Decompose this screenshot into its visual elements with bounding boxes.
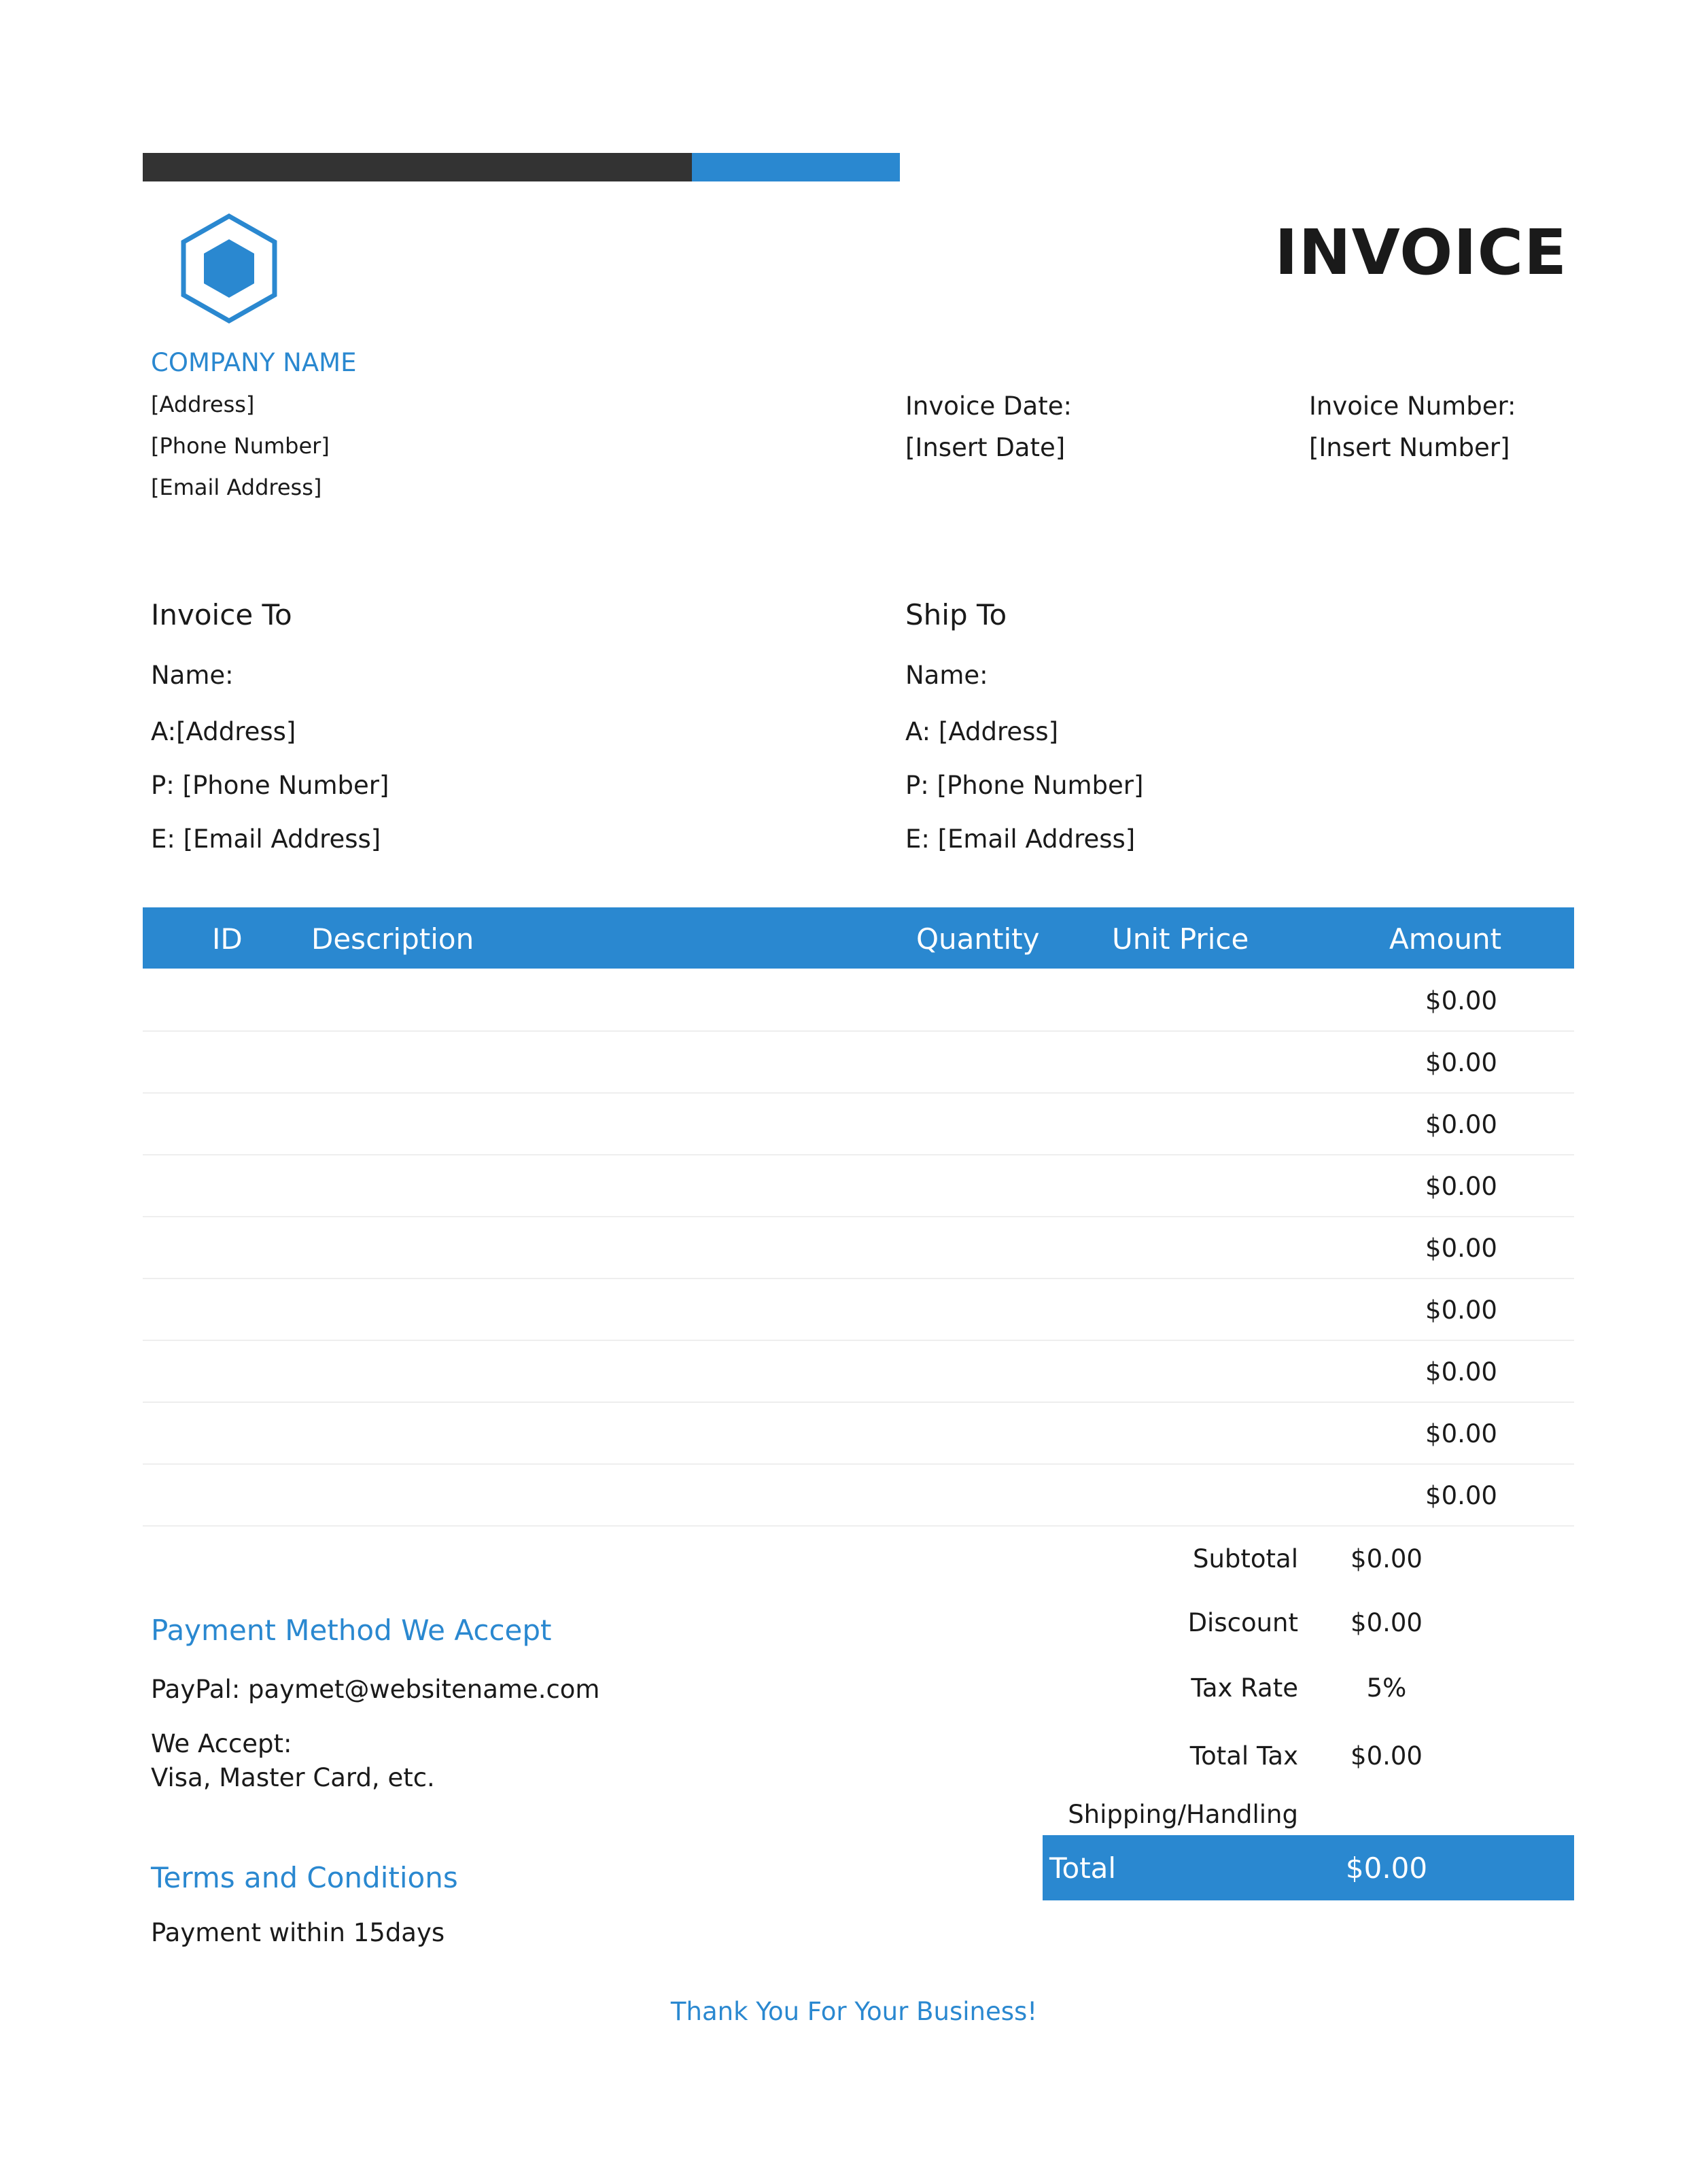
- header-bar-dark: [143, 153, 692, 181]
- table-row: [143, 1402, 1574, 1465]
- invoice-date-value: [Insert Date]: [905, 433, 1066, 462]
- company-phone: [Phone Number]: [151, 433, 330, 459]
- hexagon-cube-icon: [173, 212, 285, 325]
- header-bar-accent: [692, 153, 900, 181]
- payment-paypal: PayPal: paymet@websitename.com: [151, 1675, 600, 1704]
- payment-heading: Payment Method We Accept: [151, 1614, 552, 1647]
- subtotal-label: Subtotal: [1192, 1544, 1298, 1573]
- table-row: [143, 1463, 1574, 1527]
- row-amount: $0.00: [1425, 986, 1497, 1015]
- ship-to-email: E: [Email Address]: [905, 824, 1136, 854]
- payment-accept-label: We Accept:: [151, 1729, 292, 1758]
- company-address: [Address]: [151, 392, 255, 417]
- table-row: [143, 1216, 1574, 1279]
- shipping-label: Shipping/Handling: [1068, 1800, 1298, 1829]
- column-quantity: Quantity: [916, 922, 1040, 956]
- total-tax-label: Total Tax: [1189, 1741, 1298, 1771]
- ship-to-address: A: [Address]: [905, 717, 1059, 746]
- row-amount: $0.00: [1425, 1110, 1497, 1139]
- items-table-header: [143, 907, 1574, 969]
- row-amount: $0.00: [1425, 1295, 1497, 1325]
- total-tax-value: $0.00: [1350, 1741, 1423, 1771]
- row-amount: $0.00: [1425, 1419, 1497, 1448]
- tax-rate-value: 5%: [1366, 1673, 1407, 1703]
- invoice-to-email: E: [Email Address]: [151, 824, 381, 854]
- column-description: Description: [311, 922, 474, 956]
- column-unit-price: Unit Price: [1112, 922, 1249, 956]
- terms-text: Payment within 15days: [151, 1918, 445, 1947]
- table-row: [143, 969, 1574, 1032]
- payment-accept-value: Visa, Master Card, etc.: [151, 1763, 435, 1792]
- table-row: [143, 1030, 1574, 1094]
- subtotal-value: $0.00: [1350, 1544, 1423, 1573]
- company-email: [Email Address]: [151, 474, 322, 500]
- row-amount: $0.00: [1425, 1481, 1497, 1510]
- invoice-number-label: Invoice Number:: [1309, 392, 1516, 421]
- row-amount: $0.00: [1425, 1172, 1497, 1201]
- tax-rate-label: Tax Rate: [1191, 1673, 1298, 1703]
- ship-to-phone: P: [Phone Number]: [905, 771, 1144, 800]
- invoice-to-phone: P: [Phone Number]: [151, 771, 389, 800]
- thank-you-message: Thank You For Your Business!: [670, 1997, 1038, 2026]
- column-id: ID: [212, 922, 243, 956]
- invoice-number-value: [Insert Number]: [1309, 433, 1510, 462]
- terms-heading: Terms and Conditions: [151, 1861, 458, 1894]
- ship-to-heading: Ship To: [905, 598, 1007, 631]
- total-label: Total: [1049, 1851, 1117, 1885]
- ship-to-name: Name:: [905, 661, 988, 690]
- invoice-to-heading: Invoice To: [151, 598, 292, 631]
- table-row: [143, 1092, 1574, 1155]
- table-row: [143, 1340, 1574, 1403]
- total-value: $0.00: [1345, 1851, 1428, 1885]
- row-amount: $0.00: [1425, 1234, 1497, 1263]
- discount-value: $0.00: [1350, 1608, 1423, 1637]
- total-box: [1043, 1835, 1574, 1900]
- invoice-title: INVOICE: [1274, 216, 1567, 289]
- row-amount: $0.00: [1425, 1357, 1497, 1387]
- table-row: [143, 1278, 1574, 1341]
- table-row: [143, 1154, 1574, 1217]
- invoice-date-label: Invoice Date:: [905, 392, 1072, 421]
- column-amount: Amount: [1389, 922, 1502, 956]
- row-amount: $0.00: [1425, 1048, 1497, 1077]
- discount-label: Discount: [1187, 1608, 1298, 1637]
- invoice-to-address: A:[Address]: [151, 717, 296, 746]
- invoice-to-name: Name:: [151, 661, 234, 690]
- company-name: COMPANY NAME: [151, 348, 357, 377]
